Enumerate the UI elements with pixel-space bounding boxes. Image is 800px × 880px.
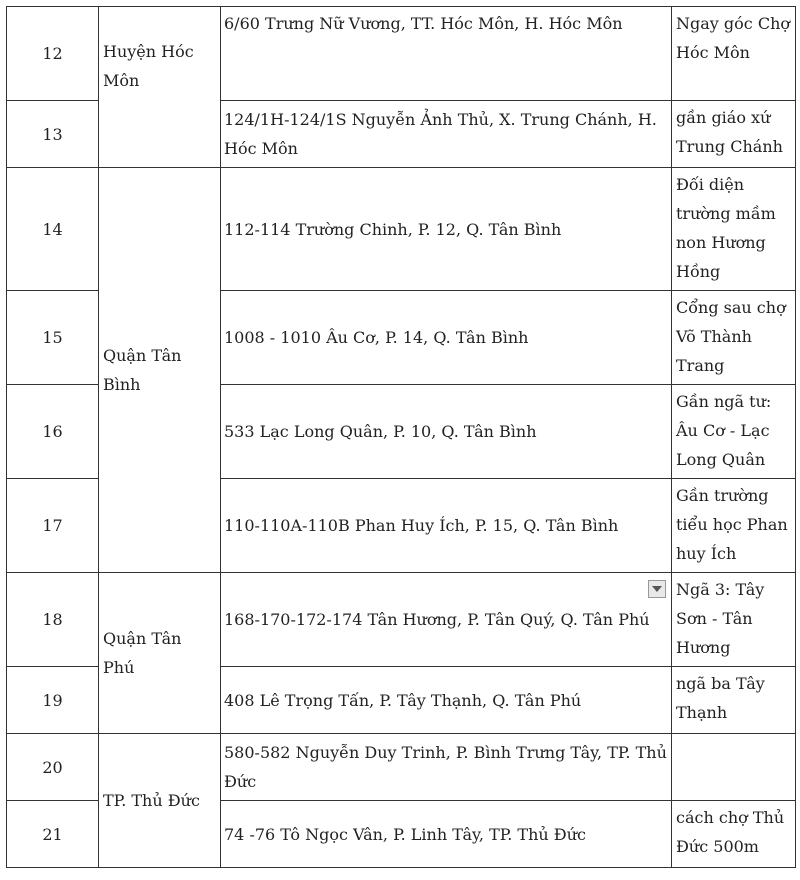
note-cell — [672, 734, 796, 801]
row-number: 15 — [7, 291, 99, 385]
note-cell: Gần ngã tư: Âu Cơ - Lạc Long Quân — [672, 385, 796, 479]
note-cell: Đối diện trường mầm non Hương Hồng — [672, 168, 796, 291]
row-number: 14 — [7, 168, 99, 291]
address-cell: 74 -76 Tô Ngọc Vân, P. Linh Tây, TP. Thủ Đức — [221, 801, 672, 868]
note-cell: Ngã 3: Tây Sơn - Tân Hương — [672, 573, 796, 667]
address-cell: 168-170-172-174 Tân Hương, P. Tân Quý, Q. Tân Phú — [221, 573, 672, 667]
row-number: 16 — [7, 385, 99, 479]
address-cell: 1008 - 1010 Âu Cơ, P. 14, Q. Tân Bình — [221, 291, 672, 385]
district-cell: Huyện Hóc Môn — [99, 7, 221, 168]
note-cell: Ngay góc Chợ Hóc Môn — [672, 7, 796, 101]
row-number: 20 — [7, 734, 99, 801]
row-number: 17 — [7, 479, 99, 573]
address-cell: 408 Lê Trọng Tấn, P. Tây Thạnh, Q. Tân Phú — [221, 667, 672, 734]
district-cell: Quận Tân Bình — [99, 168, 221, 573]
store-table — [6, 6, 796, 868]
row-number: 19 — [7, 667, 99, 734]
triangle-down-icon — [649, 581, 665, 597]
table-row — [7, 734, 796, 801]
table-row — [7, 573, 796, 667]
note-cell: Cổng sau chợ Võ Thành Trang — [672, 291, 796, 385]
note-cell: cách chợ Thủ Đức 500m — [672, 801, 796, 868]
address-cell: 6/60 Trưng Nữ Vương, TT. Hóc Môn, H. Hóc Môn — [221, 7, 672, 101]
address-cell: 580-582 Nguyễn Duy Trinh, P. Bình Trưng Tây, TP. Thủ Đức — [221, 734, 672, 801]
note-cell: Gần trường tiểu học Phan huy Ích — [672, 479, 796, 573]
address-cell: 110-110A-110B Phan Huy Ích, P. 15, Q. Tân Bình — [221, 479, 672, 573]
address-cell: 112-114 Trường Chinh, P. 12, Q. Tân Bình — [221, 168, 672, 291]
cell-dropdown-button[interactable] — [648, 580, 666, 598]
address-cell: 124/1H-124/1S Nguyễn Ảnh Thủ, X. Trung Chánh, H. Hóc Môn — [221, 101, 672, 168]
note-cell: ngã ba Tây Thạnh — [672, 667, 796, 734]
row-number: 21 — [7, 801, 99, 868]
district-cell: TP. Thủ Đức — [99, 734, 221, 868]
table-row — [7, 168, 796, 291]
address-cell: 533 Lạc Long Quân, P. 10, Q. Tân Bình — [221, 385, 672, 479]
district-cell: Quận Tân Phú — [99, 573, 221, 734]
row-number: 18 — [7, 573, 99, 667]
table-row — [7, 7, 796, 101]
note-cell: gần giáo xứ Trung Chánh — [672, 101, 796, 168]
row-number: 13 — [7, 101, 99, 168]
row-number: 12 — [7, 7, 99, 101]
